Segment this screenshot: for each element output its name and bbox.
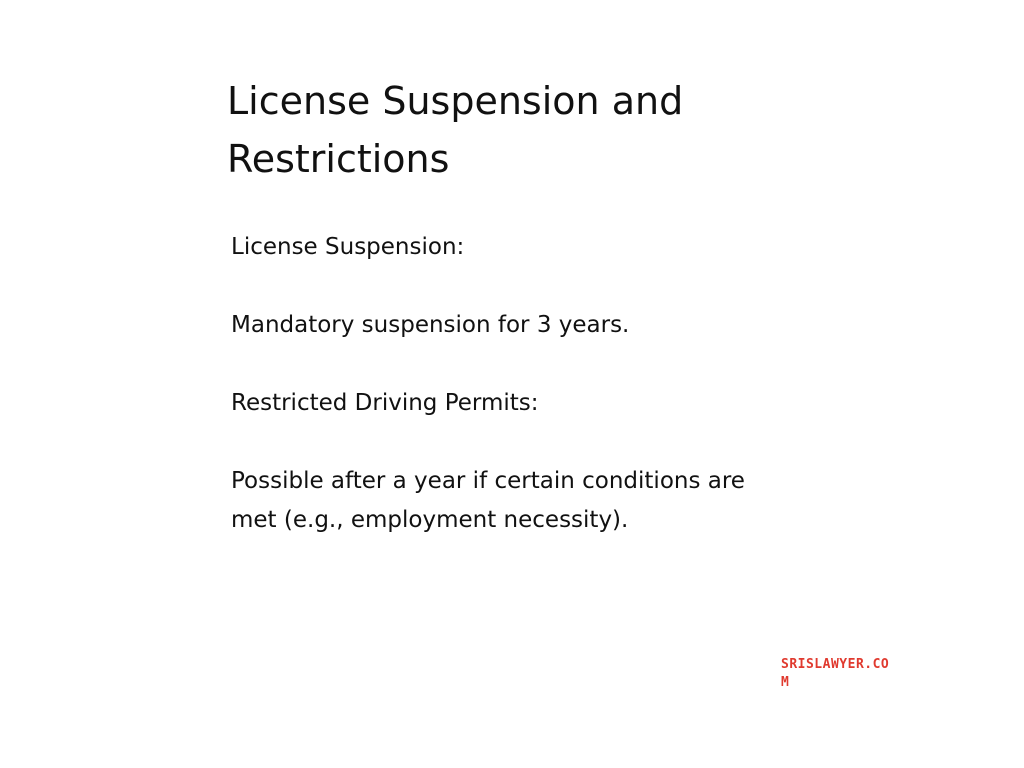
slide-body: [231, 228, 771, 540]
spacer: [231, 423, 771, 462]
section-heading-license-suspension: License Suspension:: [231, 234, 465, 260]
slide-title: License Suspension and Restrictions: [227, 79, 684, 181]
section-text-license-suspension: Mandatory suspension for 3 years.: [231, 312, 630, 338]
spacer: [231, 345, 771, 384]
spacer: [231, 267, 771, 306]
section-heading-restricted-permits: Restricted Driving Permits:: [231, 390, 539, 416]
brand-watermark: SRISLAWYER.COM: [781, 657, 890, 690]
section-text-restricted-permits: Possible after a year if certain conditions are met (e.g., employment necessity).: [231, 468, 745, 533]
